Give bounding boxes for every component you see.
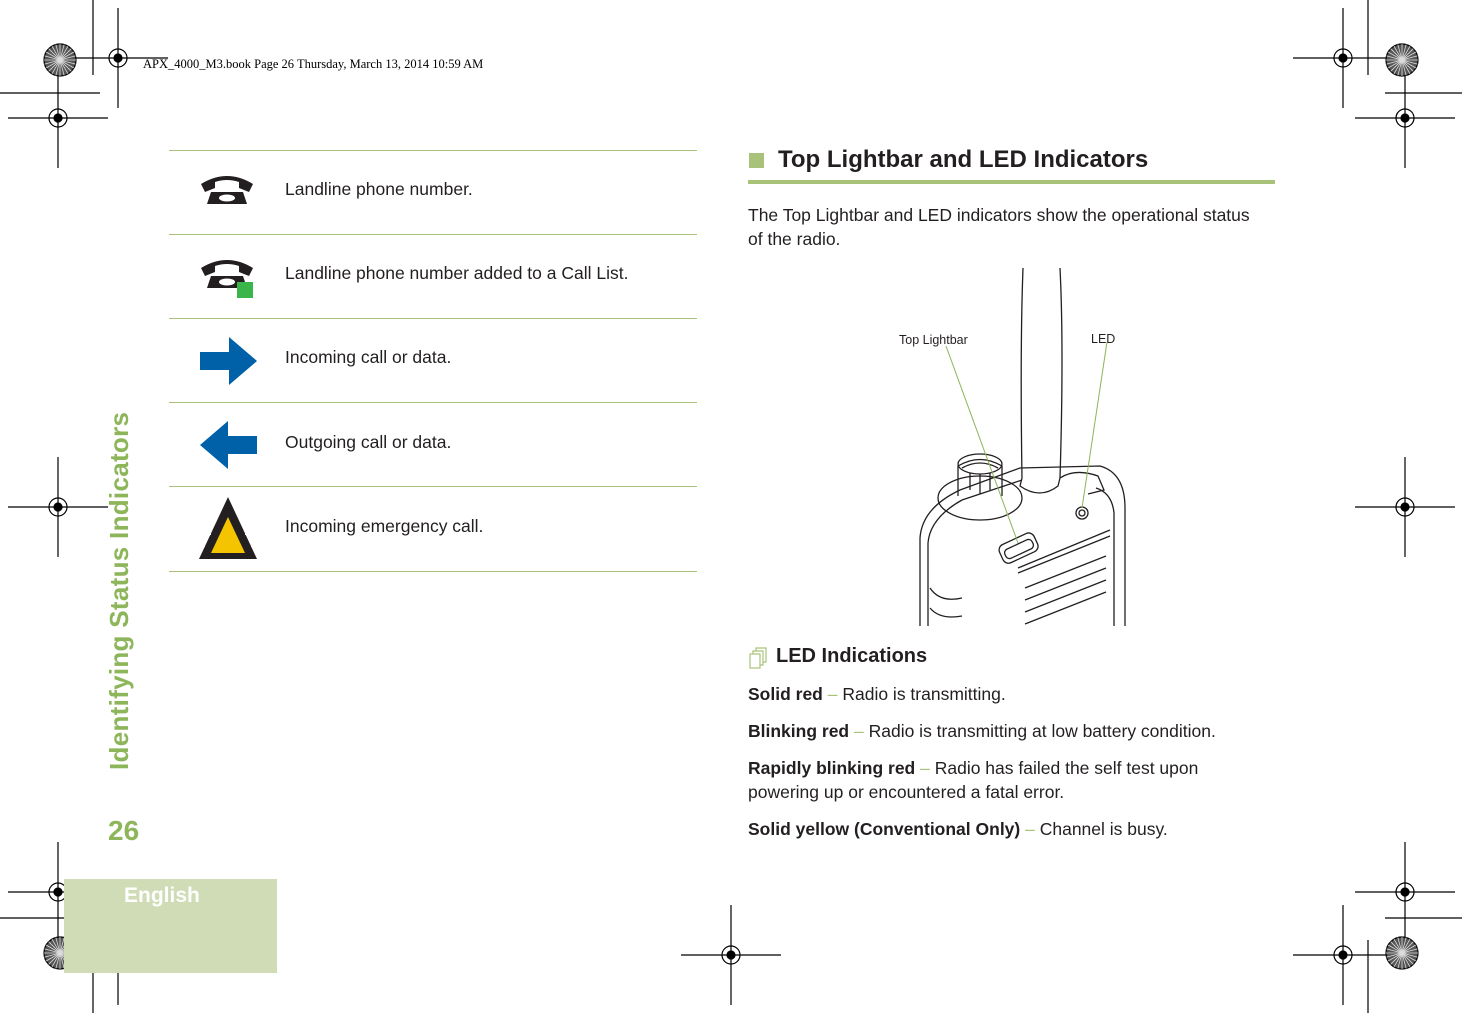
table-rule [169,486,697,487]
callout-led: LED [1091,332,1116,346]
incoming-arrow-icon [197,335,259,387]
table-row-description: Incoming call or data. [285,347,452,367]
radio-top-figure [900,268,1140,628]
table-row-description: Landline phone number added to a Call List. [285,263,629,283]
led-desc: Radio has failed the self test upon powering up or encountered a fatal error. [748,758,1199,802]
table-rule [169,318,697,319]
landline-phone-call-list-icon [197,254,257,300]
table-row-description: Incoming emergency call. [285,516,484,536]
section-title: Top Lightbar and LED Indicators [778,146,1149,173]
led-desc: Channel is busy. [1039,819,1168,839]
led-indication-item [748,756,1248,804]
led-term: Solid yellow (Conventional Only) [748,819,1021,839]
separator: – [1020,819,1040,839]
table-rule [169,571,697,572]
led-desc: Radio is transmitting at low battery condition. [868,721,1216,741]
section-intro: The Top Lightbar and LED indicators show the operational status of the radio. [748,205,1250,249]
table-row-description: Outgoing call or data. [285,432,452,452]
section-bullet [749,153,764,168]
side-chapter-title: Identifying Status Indicators [104,411,134,770]
language-label: English [124,884,200,907]
led-indication-item [748,719,1273,743]
led-indication-item [748,817,1273,841]
page-number: 26 [108,815,140,846]
table-rule [169,150,697,151]
callout-top-lightbar: Top Lightbar [899,333,968,347]
led-term: Blinking red [748,721,850,741]
led-term: Rapidly blinking red [748,758,916,778]
led-indication-item [748,682,1273,706]
table-row-description: Landline phone number. [285,179,473,199]
led-desc: Radio is transmitting. [842,684,1006,704]
section-rule [748,180,1275,184]
header-stamp: APX_4000_M3.book Page 26 Thursday, March 13, 2014 10:59 AM [143,57,484,71]
led-term: Solid red [748,684,823,704]
table-rule [169,234,697,235]
separator: – [915,758,935,778]
subsection-title: LED Indications [776,645,928,667]
separator: – [822,684,843,704]
subsection-note-icon [748,646,770,670]
table-rule [169,402,697,403]
separator: – [849,721,869,741]
landline-phone-icon [197,170,257,210]
outgoing-arrow-icon [197,419,259,471]
emergency-triangle-icon [197,495,259,561]
